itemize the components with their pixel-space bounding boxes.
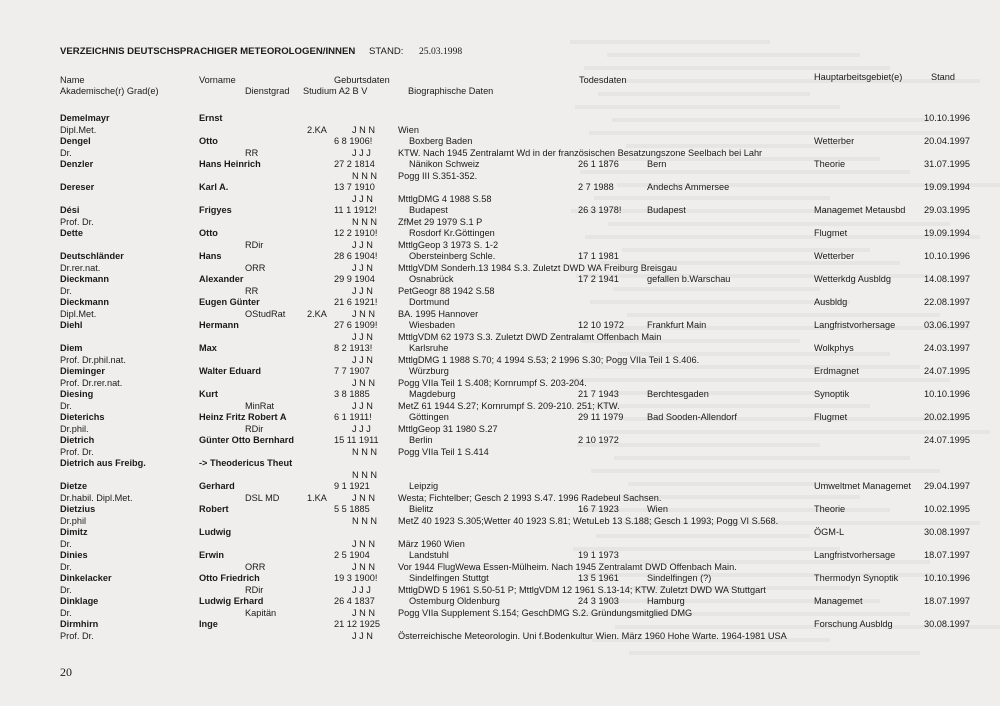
entry-name: Denzler	[60, 159, 94, 170]
entry-bio: Pogg VIIa Teil 1 S.408; Kornrumpf S. 203-204.	[398, 377, 587, 388]
entry-geb-ort: Osnabrück	[409, 274, 454, 285]
entry-geb-ort: Göttingen	[409, 412, 449, 423]
entry-stand: 29.04.1997	[924, 481, 970, 492]
entry-geb: 11 1 1912!	[334, 205, 377, 216]
entry-flags: N N N	[352, 515, 378, 526]
entry-gebiet: Forschung Ausbldg	[814, 619, 893, 630]
entry-gebiet: Langfristvorhersage	[814, 320, 896, 331]
entry-flags: J N N	[352, 607, 375, 618]
entry-vorname: -> Theodericus Theut	[199, 458, 293, 469]
entry-dienst: RR	[245, 285, 259, 296]
entry-geb: 27 6 1909!	[334, 320, 378, 331]
entry-bio: MttlgVDM 62 1973 S.3. Zuletzt DWD Zentralamt Offenbach Main	[398, 331, 662, 342]
entry-geb: 26 4 1837	[334, 596, 375, 607]
entry-vorname: Hermann	[199, 320, 239, 331]
entry-flags: J J N	[352, 239, 373, 250]
entry-stand: 20.04.1997	[924, 136, 970, 147]
entry-tod-dmy: 17 1 1981	[578, 251, 619, 262]
entry-grad: Dr.	[60, 561, 72, 572]
entry-flags: J N N	[352, 538, 375, 549]
entry-grad: Dr.	[60, 584, 72, 595]
entry-geb: 12 2 1910!	[334, 228, 378, 239]
entry-tod-dmy: 26 3 1978!	[578, 205, 622, 216]
entry-flags: J N N	[352, 124, 375, 135]
entry-flags: J J N	[352, 285, 373, 296]
entry-stand: 10.02.1995	[924, 504, 970, 515]
entry-flags: J J N	[352, 630, 373, 641]
entry-bio: März 1960 Wien	[398, 538, 465, 549]
entry-bio: MttlgDWD 5 1961 S.50-51 P; MttlgVDM 12 1961 S.13-14; KTW. Zuletzt DWD WA Stuttgart	[398, 584, 766, 595]
entry-tod-dmy: 26 1 1876	[578, 159, 619, 170]
bleed-through-line	[609, 391, 840, 395]
entry-name: Demelmayr	[60, 113, 110, 123]
entry-stand: 10.10.1996	[924, 113, 970, 123]
entry-vorname: Inge	[199, 619, 218, 630]
document-title: VERZEICHNIS DEUTSCHSPRACHIGER METEOROLOGEN/INNEN	[60, 46, 356, 57]
entry-bio: ZfMet 29 1979 S.1 P	[398, 216, 483, 227]
entry-dienst: ORR	[245, 262, 266, 273]
entry-name: Dieckmann	[60, 274, 110, 285]
entry-geb-ort: Bielitz	[409, 504, 434, 515]
entry-stand: 18.07.1997	[924, 550, 970, 561]
entry-grad: Dr.	[60, 538, 72, 549]
entry-stand: 24.07.1995	[924, 435, 970, 446]
entry-bio: KTW. Nach 1945 Zentralamt Wd in der französischen Besatzungszone Seelbach bei Lahr	[398, 147, 763, 158]
entry-stand: 30.08.1997	[924, 619, 970, 630]
entry-geb: 13 7 1910	[334, 182, 375, 193]
entry-bio: Vor 1944 FlugWewa Essen-Mülheim. Nach 1945 Zentralamt DWD Offenbach Main.	[398, 561, 737, 572]
entry-gebiet: Erdmagnet	[814, 366, 859, 377]
entry-vorname: Frigyes	[199, 205, 232, 216]
entry-bio: Pogg III S.351-352.	[398, 170, 478, 181]
entry-gebiet: Managemet	[814, 596, 863, 607]
entry-gebiet: Synoptik	[814, 389, 850, 400]
entry-grad: Dr.	[60, 400, 72, 411]
entry-bio: Österreichische Meteorologin. Uni f.Bodenkultur Wien. März 1960 Hohe Warte. 1964-1981 USA	[398, 630, 787, 641]
bleed-through-line	[589, 131, 960, 135]
entry-vorname: Eugen Günter	[199, 297, 260, 308]
entry-flags: J N N	[352, 308, 375, 319]
entry-geb-ort: Leipzig	[409, 481, 439, 492]
entry-tod-dmy: 13 5 1961	[578, 573, 619, 584]
entry-grad: Dr.phil	[60, 515, 87, 526]
entry-vorname: Otto	[199, 136, 218, 147]
entry-flags: J N N	[352, 561, 375, 572]
entry-vorname: Hans Heinrich	[199, 159, 261, 170]
entry-tod-ort: Bad Sooden-Allendorf	[647, 412, 737, 423]
entry-flags: J J J	[352, 584, 371, 595]
entry-gebiet: Managemet Metausbd	[814, 205, 906, 216]
entry-grad: Prof. Dr.	[60, 446, 94, 457]
bleed-through-line	[570, 40, 770, 44]
bleed-through-line	[586, 404, 870, 408]
entry-flags: J J N	[352, 400, 373, 411]
bleed-through-line	[572, 378, 950, 382]
entry-bio: Westa; Fichtelber; Gesch 2 1993 S.47. 1996 Radebeul Sachsen.	[398, 492, 662, 503]
entry-bio: MttlgGeop 31 1980 S.27	[398, 423, 498, 434]
entry-gebiet: Ausbldg	[814, 297, 848, 308]
entry-geb: 7 7 1907	[334, 366, 370, 377]
entry-name: Dimitz	[60, 527, 88, 538]
entry-geb-ort: Obersteinberg Schle.	[409, 251, 496, 262]
bleed-through-line	[598, 92, 810, 96]
bleed-through-line	[628, 482, 830, 486]
entry-name: Dieckmann	[60, 297, 110, 308]
entry-stand: 24.03.1997	[924, 343, 970, 354]
entry-vorname: Ludwig Erhard	[199, 596, 264, 607]
entry-flags: J J J	[352, 423, 371, 434]
entry-bio: MttlgGeop 3 1973 S. 1-2	[398, 239, 499, 250]
entry-gebiet: Thermodyn Synoptik	[814, 573, 899, 584]
entry-geb: 15 11 1911	[334, 435, 379, 446]
entry-tod-dmy: 24 3 1903	[578, 596, 619, 607]
bleed-through-line	[594, 196, 830, 200]
col-header-hauptarbeitsgebiet: Hauptarbeitsgebiet(e)	[814, 72, 903, 82]
entry-stand: 20.02.1995	[924, 412, 970, 423]
entry-gebiet: Wetterkdg Ausbldg	[814, 274, 891, 285]
entry-tod-ort: Bern	[647, 159, 667, 170]
entry-grad: Prof. Dr.	[60, 216, 94, 227]
entry-vorname: Max	[199, 343, 217, 354]
stand-date: 25.03.1998	[419, 46, 463, 57]
entry-tod-ort: Andechs Ammersee	[647, 182, 730, 193]
entry-tod-dmy: 29 11 1979	[578, 412, 624, 423]
entry-gebiet: Flugmet	[814, 228, 848, 239]
entry-vorname: Karl A.	[199, 182, 229, 193]
entry-dienst: RR	[245, 147, 259, 158]
entry-tod-ort: Sindelfingen (?)	[647, 573, 712, 584]
entry-name: Diesing	[60, 389, 94, 400]
entry-bio: MttlgDMG 4 1988 S.58	[398, 193, 492, 204]
entry-grad: Dipl.Met.	[60, 124, 97, 135]
entry-flags: J J N	[352, 193, 373, 204]
entry-geb-ort: Landstuhl	[409, 550, 449, 561]
entry-gebiet: Langfristvorhersage	[814, 550, 896, 561]
entry-stand: 19.09.1994	[924, 228, 970, 239]
entry-name: Deutschländer	[60, 251, 124, 262]
entry-bio: Pogg VIIa Supplement S.154; GeschDMG S.2. Gründungsmitglied DMG	[398, 607, 693, 618]
entry-geb-ort: Magdeburg	[409, 389, 456, 400]
entry-gebiet: Wetterber	[814, 136, 855, 147]
entry-dienst: RDir	[245, 423, 264, 434]
entry-flags: J N N	[352, 377, 375, 388]
entry-name: Dinies	[60, 550, 88, 561]
entry-name: Dette	[60, 228, 83, 239]
entry-geb: 21 12 1925	[334, 619, 380, 630]
bleed-through-line	[584, 66, 890, 70]
entry-tod-dmy: 2 7 1988	[578, 182, 614, 193]
entry-geb-ort: Wiesbaden	[409, 320, 455, 331]
entry-tod-ort: Hamburg	[647, 596, 685, 607]
entry-tod-ort: gefallen b.Warschau	[647, 274, 731, 285]
entry-geb-ort: Ostemburg Oldenburg	[409, 596, 500, 607]
entry-geb-ort: Würzburg	[409, 366, 449, 377]
entry-bio: MetZ 61 1944 S.27; Kornrumpf S. 209-210. 251; KTW.	[398, 400, 620, 411]
entry-grad: Dipl.Met.	[60, 308, 97, 319]
entry-geb-ort: Budapest	[409, 205, 448, 216]
entry-bio: MttlgVDM Sonderh.13 1984 S.3. Zuletzt DWD WA Freiburg Breisgau	[398, 262, 677, 273]
entry-vorname: Günter Otto Bernhard	[199, 435, 294, 446]
entry-stand: 03.06.1997	[924, 320, 970, 331]
col-header-akad-grad: Akademische(r) Grad(e)	[60, 86, 159, 96]
bleed-through-line	[587, 573, 960, 577]
bleed-through-line	[614, 456, 910, 460]
entry-vorname: Kurt	[199, 389, 218, 400]
entry-geb: 28 6 1904!	[334, 251, 378, 262]
entry-stand: 18.07.1997	[924, 596, 970, 607]
entry-geb-ort: Dortmund	[409, 297, 450, 308]
entry-geb: 19 3 1900!	[334, 573, 378, 584]
entry-stand: 30.08.1997	[924, 527, 970, 538]
bleed-through-line	[596, 534, 810, 538]
entry-flags: N N N	[352, 170, 378, 181]
bleed-through-line	[585, 235, 980, 239]
bleed-through-line	[600, 430, 990, 434]
entry-flags: J J N	[352, 354, 373, 365]
entry-name: Dietze	[60, 481, 88, 492]
col-header-todesdaten: Todesdaten	[579, 75, 627, 85]
col-header-stand: Stand	[931, 72, 956, 82]
entry-vorname: Heinz Fritz Robert A	[199, 412, 287, 423]
entry-geb: 9 1 1921	[334, 481, 370, 492]
entry-flags: J J N	[352, 331, 373, 342]
entry-tod-dmy: 12 10 1972	[578, 320, 624, 331]
entry-studium: 2.KA	[307, 308, 327, 319]
stand-label: STAND:	[369, 46, 404, 57]
entry-geb: 27 2 1814	[334, 159, 375, 170]
entry-tod-dmy: 19 1 1973	[578, 550, 619, 561]
entry-stand: 31.07.1995	[924, 159, 970, 170]
entry-geb-ort: Sindelfingen Stuttgt	[409, 573, 489, 584]
bleed-through-line	[607, 53, 860, 57]
col-header-dienstgrad: Dienstgrad	[245, 86, 290, 96]
entry-stand: 10.10.1996	[924, 573, 970, 584]
entry-gebiet: Theorie	[814, 504, 846, 515]
entry-geb: 6 1 1911!	[334, 412, 372, 423]
entry-tod-dmy: 17 2 1941	[578, 274, 619, 285]
entry-vorname: Walter Eduard	[199, 366, 261, 377]
bleed-through-line	[613, 287, 820, 291]
entry-flags: N N N	[352, 216, 378, 227]
entry-dienst: RDir	[245, 239, 264, 250]
entry-tod-ort: Frankfurt Main	[647, 320, 707, 331]
entry-vorname: Ernst	[199, 113, 223, 123]
entry-name: Dietrich aus Freibg.	[60, 458, 146, 469]
bleed-through-line	[627, 313, 940, 317]
entry-grad: Prof. Dr.phil.nat.	[60, 354, 126, 365]
entry-flags: N N N	[352, 469, 378, 480]
bleed-through-line	[612, 118, 930, 122]
entry-gebiet: Wetterber	[814, 251, 855, 262]
entry-geb-ort: Berlin	[409, 435, 433, 446]
entry-grad: Prof. Dr.rer.nat.	[60, 377, 123, 388]
entry-vorname: Gerhard	[199, 481, 235, 492]
entry-geb: 29 9 1904	[334, 274, 375, 285]
col-header-studium: Studium A2 B V	[303, 86, 368, 96]
col-header-geburtsdaten: Geburtsdaten	[334, 75, 390, 85]
entry-geb-ort: Rosdorf Kr.Göttingen	[409, 228, 495, 239]
entry-name: Dereser	[60, 182, 95, 193]
entry-flags: J J J	[352, 147, 371, 158]
entry-grad: Dr.	[60, 147, 72, 158]
bleed-through-line	[608, 222, 950, 226]
entry-name: Diem	[60, 343, 83, 354]
entry-vorname: Otto Friedrich	[199, 573, 260, 584]
entry-grad: Dr.habil. Dipl.Met.	[60, 492, 133, 503]
col-header-vorname: Vorname	[199, 75, 236, 85]
entry-bio: Pogg VIIa Teil 1 S.414	[398, 446, 489, 457]
bleed-through-line	[575, 105, 840, 109]
entry-tod-dmy: 21 7 1943	[578, 389, 619, 400]
bleed-through-line	[621, 79, 980, 83]
bleed-through-line	[580, 170, 910, 174]
entry-stand: 19.09.1994	[924, 182, 970, 193]
entry-geb: 6 8 1906!	[334, 136, 373, 147]
entry-name: Dieminger	[60, 366, 105, 377]
entry-vorname: Robert	[199, 504, 229, 515]
entry-flags: J J N	[352, 262, 373, 273]
entry-tod-ort: Berchtesgaden	[647, 389, 709, 400]
entry-gebiet: Umweltmet Managemet	[814, 481, 912, 492]
entry-dienst: Kapitän	[245, 607, 277, 618]
entry-stand: 29.03.1995	[924, 205, 970, 216]
entry-grad: Dr.	[60, 607, 72, 618]
entry-vorname: Otto	[199, 228, 218, 239]
entry-name: Dietrich	[60, 435, 95, 446]
entry-grad: Dr.	[60, 285, 72, 296]
entry-stand: 10.10.1996	[924, 389, 970, 400]
entry-name: Dietzius	[60, 504, 96, 515]
entry-studium: 1.KA	[307, 492, 327, 503]
entry-geb: 5 5 1885	[334, 504, 370, 515]
entry-name: Dési	[60, 205, 80, 216]
entry-tod-dmy: 2 10 1972	[578, 435, 619, 446]
entry-dienst: ORR	[245, 561, 266, 572]
entry-bio: Wien	[398, 124, 419, 135]
entry-gebiet: ÖGM-L	[814, 527, 845, 538]
entry-name: Dirmhirn	[60, 619, 99, 630]
entry-gebiet: Theorie	[814, 159, 846, 170]
entry-stand: 22.08.1997	[924, 297, 970, 308]
entry-flags: J N N	[352, 492, 375, 503]
bleed-through-line	[590, 300, 850, 304]
entry-tod-ort: Budapest	[647, 205, 686, 216]
entry-tod-ort: Wien	[647, 504, 668, 515]
entry-name: Dinklage	[60, 596, 99, 607]
entry-flags: N N N	[352, 446, 378, 457]
entry-grad: Prof. Dr.	[60, 630, 94, 641]
bleed-through-line	[629, 651, 920, 655]
entry-geb-ort: Nänikon Schweiz	[409, 159, 480, 170]
entry-geb: 8 2 1913!	[334, 343, 373, 354]
entry-bio: MttlgDMG 1 1988 S.70; 4 1994 S.53; 2 1996 S.30; Pogg VIIa Teil 1 S.406.	[398, 354, 700, 365]
col-header-name: Name	[60, 75, 85, 85]
page-number: 20	[60, 665, 72, 679]
entry-name: Dinkelacker	[60, 573, 112, 584]
entry-stand: 24.07.1995	[924, 366, 970, 377]
entry-studium: 2.KA	[307, 124, 327, 135]
entry-name: Dieterichs	[60, 412, 105, 423]
entry-geb-ort: Boxberg Baden	[409, 136, 473, 147]
entry-vorname: Alexander	[199, 274, 244, 285]
entry-name: Dengel	[60, 136, 91, 147]
entry-geb: 2 5 1904	[334, 550, 370, 561]
entry-dienst: RDir	[245, 584, 264, 595]
bleed-through-line	[591, 469, 940, 473]
entry-geb: 3 8 1885	[334, 389, 370, 400]
entry-bio: MetZ 40 1923 S.305;Wetter 40 1923 S.81; WetuLeb 13 S.188; Gesch 1 1993; Pogg VI S.568.	[398, 515, 779, 526]
entry-grad: Dr.phil.	[60, 423, 89, 434]
entry-vorname: Hans	[199, 251, 222, 262]
entry-geb: 21 6 1921!	[334, 297, 378, 308]
entry-gebiet: Flugmet	[814, 412, 848, 423]
entry-vorname: Ludwig	[199, 527, 232, 538]
entry-stand: 14.08.1997	[924, 274, 970, 285]
entry-stand: 10.10.1996	[924, 251, 970, 262]
entry-tod-dmy: 16 7 1923	[578, 504, 619, 515]
entry-bio: PetGeogr 88 1942 S.58	[398, 285, 495, 296]
entry-geb-ort: Karlsruhe	[409, 343, 449, 354]
entry-name: Diehl	[60, 320, 83, 331]
entry-dienst: MinRat	[245, 400, 275, 411]
entry-grad: Dr.rer.nat.	[60, 262, 101, 273]
col-header-bio: Biographische Daten	[408, 86, 494, 96]
entry-dienst: DSL MD	[245, 492, 280, 503]
entry-dienst: OStudRat	[245, 308, 286, 319]
entry-gebiet: Wolkphys	[814, 343, 854, 354]
entry-bio: BA. 1995 Hannover	[398, 308, 479, 319]
entry-vorname: Erwin	[199, 550, 225, 561]
